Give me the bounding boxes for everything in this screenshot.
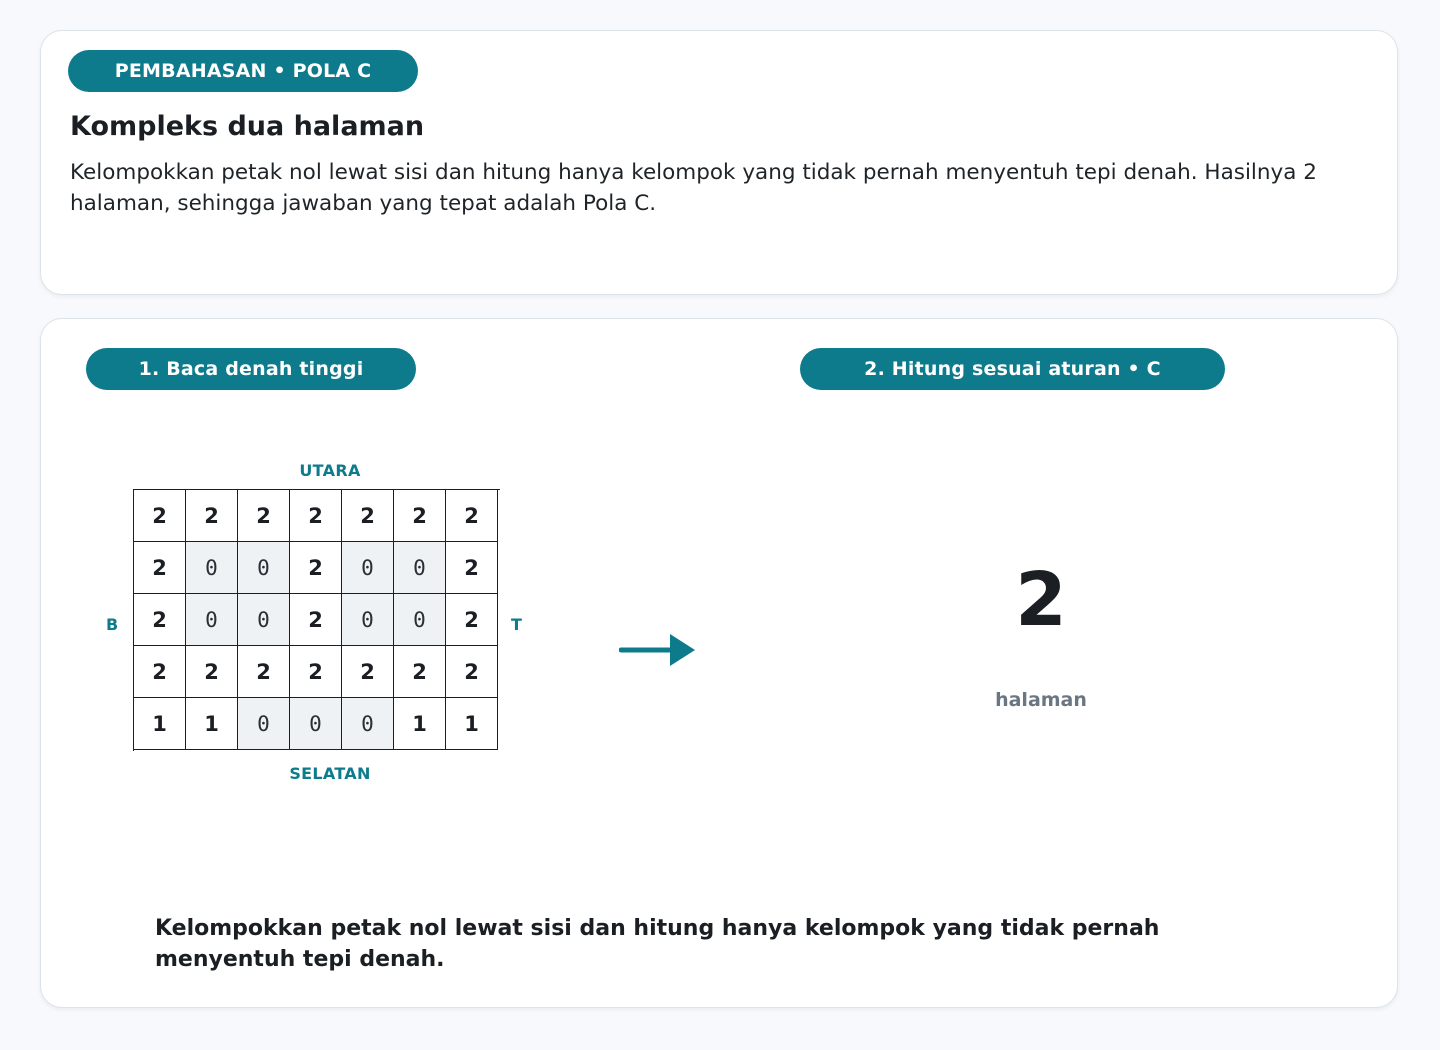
grid-cell: 2 [290,490,342,542]
grid-cell: 0 [186,542,238,594]
compass-north-label: UTARA [299,461,361,480]
grid-cell: 2 [446,594,498,646]
grid-cell: 2 [290,542,342,594]
grid-cell: 2 [290,594,342,646]
grid-cell: 0 [394,594,446,646]
grid-cell: 0 [238,542,290,594]
grid-cell: 0 [342,542,394,594]
grid-cell: 2 [186,490,238,542]
step1-badge: 1. Baca denah tinggi [86,348,416,390]
grid-cell: 2 [290,646,342,698]
explanation-title: Kompleks dua halaman [70,111,425,142]
grid-cell: 1 [394,698,446,750]
summary-text: Kelompokkan petak nol lewat sisi dan hitung hanya kelompok yang tidak pernah menyentuh tepi denah. [155,916,1160,972]
grid-cell: 1 [134,698,186,750]
grid-cell: 2 [186,646,238,698]
compass-south-label: SELATAN [289,764,371,783]
grid-cell: 2 [238,646,290,698]
height-map-grid [133,489,500,751]
grid-cell: 2 [134,490,186,542]
result-unit-label: halaman [995,689,1087,711]
grid-cell: 2 [238,490,290,542]
grid-cell: 2 [394,646,446,698]
compass-east-label: T [511,615,523,634]
grid-cell: 1 [446,698,498,750]
grid-cell: 0 [238,594,290,646]
grid-cell: 1 [186,698,238,750]
arrow-right-icon [619,633,697,667]
grid-cell: 2 [446,646,498,698]
grid-cell: 0 [290,698,342,750]
grid-cell: 0 [342,594,394,646]
step2-badge: 2. Hitung sesuai aturan • C [800,348,1225,390]
solution-card [40,318,1398,1008]
grid-cell: 2 [342,490,394,542]
grid-cell: 0 [394,542,446,594]
explanation-description: Kelompokkan petak nol lewat sisi dan hitung hanya kelompok yang tidak pernah menyentuh tepi denah. Hasilnya 2 halaman, sehingga jawaban yang tepat adalah Pola C. [70,160,1317,216]
grid-cell: 2 [134,646,186,698]
grid-cell: 2 [394,490,446,542]
grid-cell: 2 [446,490,498,542]
explanation-card [40,30,1398,295]
grid-cell: 0 [238,698,290,750]
compass-west-label: B [106,615,119,634]
grid-cell: 2 [134,542,186,594]
grid-cell: 2 [134,594,186,646]
grid-cell: 0 [186,594,238,646]
grid-cell: 2 [342,646,394,698]
grid-cell: 0 [342,698,394,750]
section-badge: PEMBAHASAN • POLA C [68,50,418,92]
result-count: 2 [1015,557,1067,643]
grid-cell: 2 [446,542,498,594]
